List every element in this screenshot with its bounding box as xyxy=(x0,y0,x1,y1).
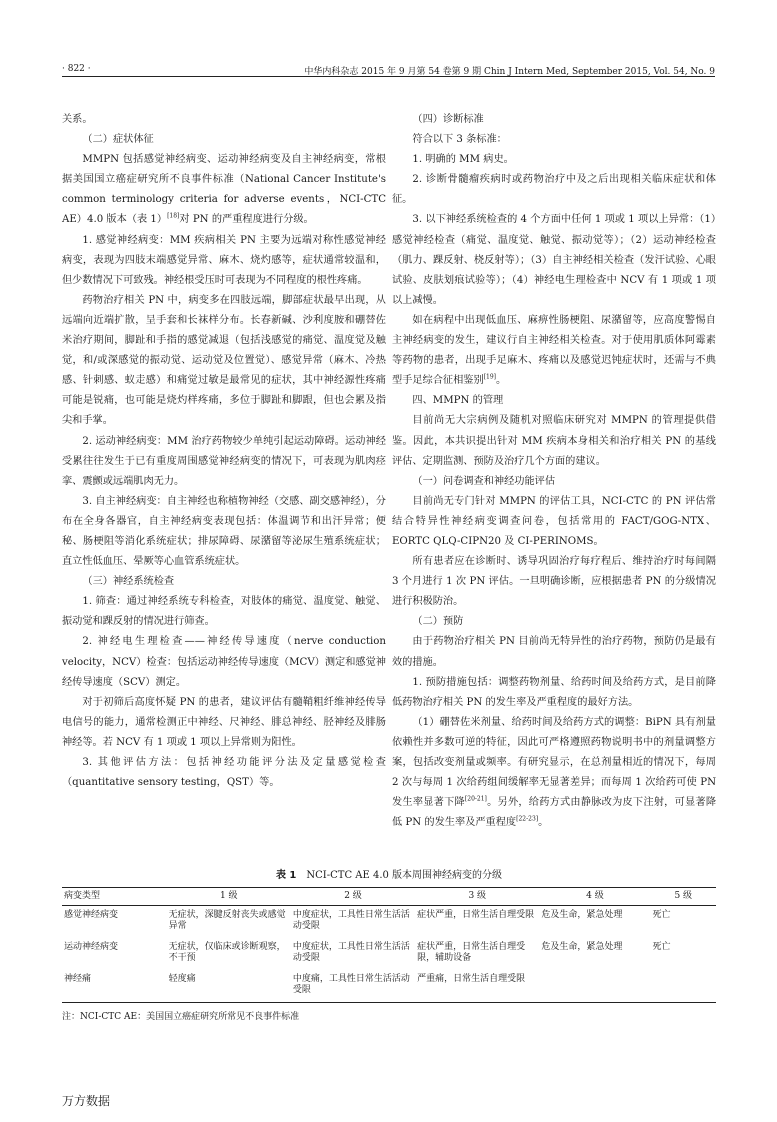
paragraph: 所有患者应在诊断时、诱导巩固治疗每疗程后、维持治疗时每间隔 3 个月进行 1 次 PN 评估。一旦明确诊断，应根据患者 PN 的分级情况进行积极防治。 xyxy=(392,556,716,608)
section-heading: （二）预防 xyxy=(412,616,464,628)
citation: [20-21] xyxy=(464,795,487,803)
table xyxy=(62,887,716,1003)
paragraph: 1. 感觉神经病变：MM 疾病相关 PN 主要为远端对称性感觉神经病变，表现为四肢末端感觉异常、麻木、烧灼感等，症状通常较温和，但少数情况下可致残。神经根受压时可表现为不同程度的根性疼痛。 xyxy=(62,234,386,286)
table-cell xyxy=(539,970,650,1003)
table-cell: 危及生命，紧急处理 xyxy=(541,942,623,952)
table-header-row xyxy=(62,888,716,906)
citation: [18] xyxy=(167,213,180,221)
table-cell: 症状严重，日常生活自理受限 xyxy=(417,910,535,920)
table-cell: 死亡 xyxy=(652,942,671,952)
section-heading: （四）诊断标准 xyxy=(412,114,484,125)
paragraph: 3. 其他评估方法：包括神经功能评分法及定量感觉检查（quantitative sensory testing，QST）等。 xyxy=(62,757,386,789)
paragraph: 药物治疗相关 PN 中，病变多在四肢远端，脚部症状最早出现，从远端向近端扩散，呈手套和长袜样分布。长春新碱、沙利度胺和硼替佐米治疗期间，脚趾和手指的感觉减退（包括浅感觉的痛觉、温度觉及触觉，和/或深感觉的振动觉、运动觉及位置觉）、感觉异常（麻木、冷热感、针刺感、蚁走感）和痛觉过敏是最常见的症状，其中神经源性疼痛可能是锐痛，也可能是烧灼样疼痛，多位于脚趾和脚跟，但也会累及指尖和手掌。 xyxy=(62,294,386,427)
table-cell: 症状严重，日常生活自理受限，辅助设备 xyxy=(417,942,526,963)
table-label: 表 1 xyxy=(275,870,297,881)
citation: [19] xyxy=(483,373,497,381)
column-header: 4 级 xyxy=(586,891,604,901)
left-column xyxy=(62,110,386,793)
table-cell: 轻度痛 xyxy=(168,974,196,984)
paragraph: 1. 筛查：通过神经系统专科检查，对肢体的痛觉、温度觉、触觉、振动觉和踝反射的情况进行筛查。 xyxy=(62,596,386,628)
table-row xyxy=(62,938,716,970)
paragraph: 3. 以下神经系统检查的 4 个方面中任何 1 项或 1 项以上异常：（1）感觉神经检查（痛觉、温度觉、触觉、振动觉等）；（2）运动神经检查（肌力、踝反射、桡反射等）；（3）自主神经相关检查（发汗试验、心眼试验、皮肤划痕试验等）；（4）神经电生理检查中 NCV 有 1 项或 1 项以上减慢。 xyxy=(392,214,716,306)
grading-table xyxy=(62,866,716,1022)
table-cell: 死亡 xyxy=(652,910,671,920)
paragraph: 2. 运动神经病变：MM 治疗药物较少单纯引起运动障碍。运动神经受累往往发生于已有重度周围感觉神经病变的情况下，可表现为肌肉痉挛、震颤或远端肌肉无力。 xyxy=(62,435,386,487)
section-heading: （一）问卷调查和神经功能评估 xyxy=(412,475,556,487)
section-heading: 四、MMPN 的管理 xyxy=(412,395,504,407)
column-header: 3 级 xyxy=(468,891,487,901)
section-heading: （三）神经系统检查 xyxy=(82,576,175,588)
column-header: 1 级 xyxy=(219,891,238,901)
table-cell: 神经痛 xyxy=(64,974,92,984)
table-cell: 无症状，深腱反射丧失或感觉异常 xyxy=(168,910,286,931)
table-row xyxy=(62,970,716,1003)
table-row xyxy=(62,906,716,939)
paragraph: 符合以下 3 条标准： xyxy=(412,134,507,146)
table-cell xyxy=(651,970,716,1003)
table-note: 注：NCI-CTC AE：美国国立癌症研究所常见不良事件标准 xyxy=(62,1012,300,1022)
paragraph: 对于初筛后高度怀疑 PN 的患者，建议评估有髓鞘粗纤维神经传导电信号的能力，通常检测正中神经、尺神经、腓总神经、胫神经及腓肠神经等。若 NCV 有 1 项或 1 项以上异常则为阳性。 xyxy=(62,696,386,748)
journal-citation: 中华内科杂志 2015 年 9 月第 54 卷第 9 期 Chin J Intern Med, September 2015, Vol. 54, No. 9 xyxy=(304,67,715,77)
citation: [22-23] xyxy=(516,815,539,823)
table-cell: 无症状，仅临床或诊断观察，不干预 xyxy=(168,942,286,963)
paragraph: 关系。 xyxy=(62,114,93,125)
table-cell: 感觉神经病变 xyxy=(64,910,119,920)
column-header: 5 级 xyxy=(674,891,693,901)
table-cell: 严重痛，日常生活自理受限 xyxy=(417,974,526,984)
paragraph: 由于药物治疗相关 PN 目前尚无特异性的治疗药物，预防仍是最有效的措施。 xyxy=(392,636,716,668)
paragraph: 目前尚无专门针对 MMPN 的评估工具，NCI-CTC 的 PN 评估常结合特异性神经病变调查问卷，包括常用的 FACT/GOG-NTX、EORTC QLQ-CIPN20 及 CI-PERINOMS。 xyxy=(392,495,716,547)
table-cell: 中度症状，工具性日常生活活动受限 xyxy=(292,942,410,963)
paragraph: 目前尚无大宗病例及随机对照临床研究对 MMPN 的管理提供借鉴。因此，本共识提出针对 MM 疾病本身相关和治疗相关 PN 的基线评估、定期监测、预防及治疗几个方面的建议。 xyxy=(392,415,716,467)
paragraph: 2. 诊断骨髓瘤疾病时或药物治疗中及之后出现相关临床症状和体征。 xyxy=(392,174,716,206)
table-cell: 危及生命，紧急处理 xyxy=(541,910,623,920)
section-heading: （二）症状体征 xyxy=(82,134,154,146)
running-header xyxy=(62,54,715,77)
paragraph: 1. 预防措施包括：调整药物剂量、给药时间及给药方式，是目前降低药物治疗相关 PN 的发生率及严重程度的最好方法。 xyxy=(392,676,716,708)
table-cell: 运动神经病变 xyxy=(64,942,119,952)
paragraph: 2. 神经电生理检查——神经传导速度（nerve conduction velocity，NCV）检查：包括运动神经传导速度（MCV）测定和感觉神经传导速度（SCV）测定。 xyxy=(62,636,386,688)
paragraph: 3. 自主神经病变：自主神经也称植物神经（交感、副交感神经），分布在全身各器官，自主神经病变表现包括：体温调节和出汗异常；便秘、肠梗阻等消化系统症状；排尿障碍、尿潴留等泌尿生殖系统症状；直立性低血压、晕厥等心血管系统症状。 xyxy=(62,495,386,568)
paragraph: 1. 明确的 MM 病史。 xyxy=(412,154,514,166)
paragraph: MMPN 包括感觉神经病变、运动神经病变及自主神经病变，常根据美国国立癌症研究所不良事件标准（National Cancer Institute's common terminology criteria for adverse events，NCI-CTC AE）4.0 版本（表 1）[18]对 PN 的严重程度进行分级。 xyxy=(62,154,386,226)
watermark-footer: 万方数据 xyxy=(62,1094,111,1108)
column-header: 病变类型 xyxy=(64,891,101,901)
paragraph: （1）硼替佐米剂量、给药时间及给药方式的调整：BiPN 具有剂量依赖性并多数可逆的特征，因此可严格遵照药物说明书中的剂量调整方案，包括改变剂量或频率。有研究显示，在总剂量相近的情况下，每周 2 次与每周 1 次给药组间缓解率无显著差异；而每周 1 次给药可使 PN 发生率显著下降[20-21]。另外，给药方式由静脉改为皮下注射，可显著降低 PN 的发生率及严重程度[22-23]。 xyxy=(392,716,717,829)
page-number: · 822 · xyxy=(62,64,91,74)
paragraph: 如在病程中出现低血压、麻痹性肠梗阻、尿潴留等，应高度警惕自主神经病变的发生，建议行自主神经相关检查。对于使用肌质体阿霉素等药物的患者，出现手足麻木、疼痛以及感觉迟钝症状时，还需与不典型手足综合征相鉴别[19]。 xyxy=(392,314,716,387)
right-column xyxy=(392,110,716,833)
table-title: 表 1 NCI-CTC AE 4.0 版本周围神经病变的分级 xyxy=(275,870,503,881)
table-cell: 中度痛，工具性日常生活活动受限 xyxy=(292,974,410,995)
table-cell: 中度症状，工具性日常生活活动受限 xyxy=(292,910,410,931)
column-header: 2 级 xyxy=(344,891,362,901)
